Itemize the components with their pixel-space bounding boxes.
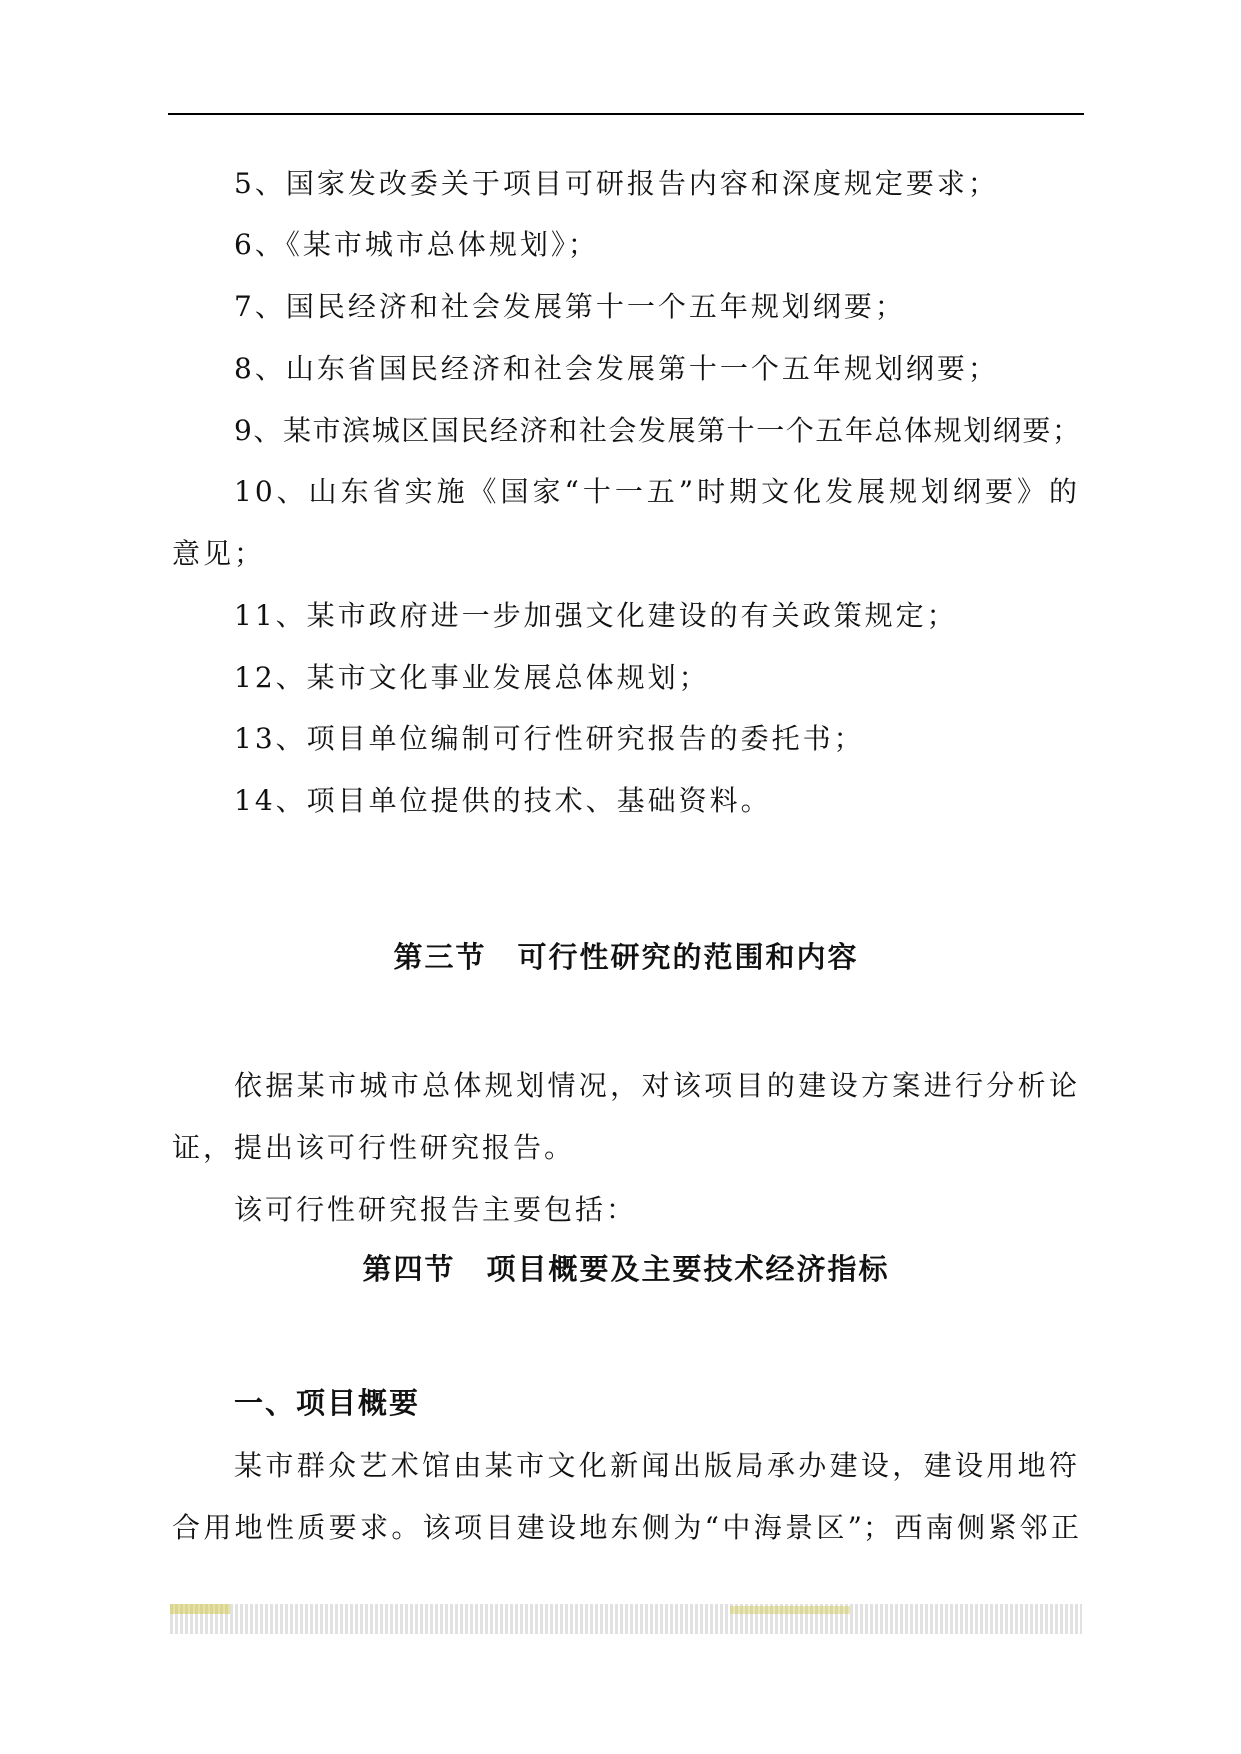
reference-item-7: 7、国民经济和社会发展第十一个五年规划纲要；: [234, 290, 906, 323]
section-4-title: 第四节 项目概要及主要技术经济指标: [362, 1252, 890, 1286]
reference-item-11: 11、某市政府进一步加强文化建设的有关政策规定；: [234, 599, 958, 632]
section-3-paragraph-2: 该可行性研究报告主要包括：: [234, 1193, 638, 1226]
reference-item-6: 6、《某市城市总体规划》；: [234, 228, 599, 261]
reference-item-8: 8、山东省国民经济和社会发展第十一个五年规划纲要；: [234, 352, 999, 385]
section-4-subtitle: 一、项目概要: [234, 1386, 421, 1420]
reference-item-13: 13、项目单位编制可行性研究报告的委托书；: [234, 722, 865, 755]
footer-noise-strip: [170, 1604, 1082, 1634]
section-3-title: 第三节 可行性研究的范围和内容: [393, 940, 859, 974]
section-3-paragraph-1-line-2: 证，提出该可行性研究报告。: [172, 1131, 576, 1164]
reference-item-10: 10、山东省实施《国家“十一五”时期文化发展规划纲要》的: [234, 475, 1080, 508]
section-4-paragraph-1-line-2: 合用地性质要求。该项目建设地东侧为“中海景区”；西南侧紧邻正: [172, 1511, 1080, 1544]
header-rule: [168, 113, 1084, 115]
section-4-paragraph-1-line-1: 某市群众艺术馆由某市文化新闻出版局承办建设，建设用地符: [234, 1449, 1080, 1482]
reference-item-10-continued: 意见；: [172, 537, 266, 570]
reference-item-5: 5、国家发改委关于项目可研报告内容和深度规定要求；: [234, 167, 999, 200]
reference-item-14: 14、项目单位提供的技术、基础资料。: [234, 784, 772, 817]
reference-item-9: 9、某市滨城区国民经济和社会发展第十一个五年总体规划纲要；: [234, 414, 1080, 447]
reference-item-12: 12、某市文化事业发展总体规划；: [234, 661, 710, 694]
section-3-paragraph-1-line-1: 依据某市城市总体规划情况，对该项目的建设方案进行分析论: [234, 1069, 1080, 1102]
